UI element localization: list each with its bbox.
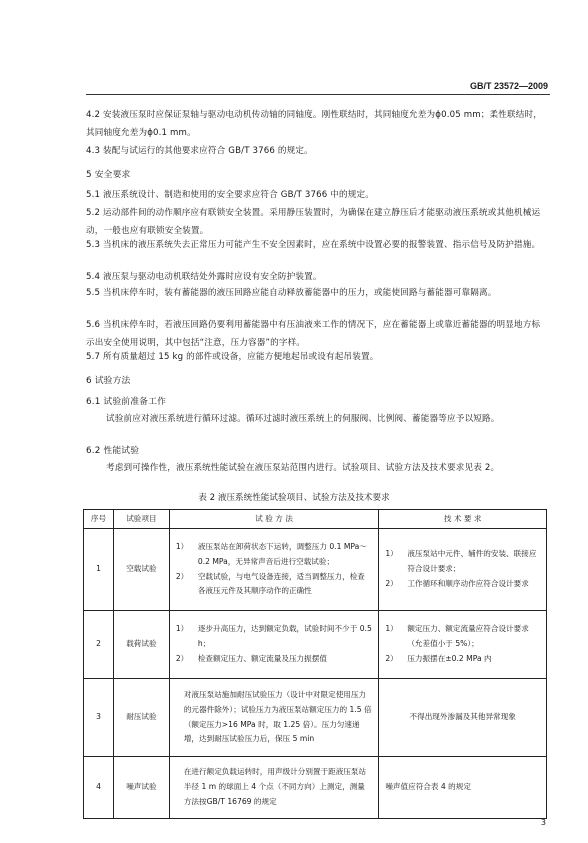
row-number: 2 [84,611,114,679]
row-method [169,611,379,679]
clause-5-5: 5.5 当机床停车时，装有蓄能器的液压回路应能自动释放蓄能器中的压力，或能使回路与蓄能器可靠隔离。 [86,288,497,298]
header-item: 试验项目 [113,510,169,529]
method-step: 2） 检查额定压力、额定流量及压力振摆值 [175,653,327,663]
header-method: 试 验 方 法 [169,510,379,529]
requirement-step: 2） 压力振摆在±0.2 MPa 内 [385,653,492,663]
table-row [84,757,547,819]
row-requirement [379,611,547,679]
row-method: 在进行额定负载运转时，用声级计分别置于距液压泵站半径 1 m 的球面上 4 个点（不同方向）上测定，测量方法按GB/T 16769 的规定 [169,757,379,819]
row-number: 1 [84,529,114,611]
clause-6-2-text: 考虑到可操作性，液压系统性能试验在液压泵站范围内进行。试验项目、试验方法及技术要求见表 2。 [106,463,500,473]
section-5-title: 5 安全要求 [86,170,131,180]
header-requirement: 技 术 要 求 [379,510,547,529]
table-row [84,679,547,757]
section-6-1-title: 6.1 试验前准备工作 [86,397,167,407]
row-number: 4 [84,757,114,819]
clause-5-7: 5.7 所有质量超过 15 kg 的部件或设备，应能方便地起吊或设有起吊装置。 [86,352,379,362]
requirement-step: 1） 额定压力、额定流量应符合设计要求（允差值小于 5%）； [385,624,529,649]
row-item: 空载试验 [113,529,169,611]
table-row [84,529,547,611]
section-6-2-title: 6.2 性能试验 [86,446,140,456]
method-step: 2） 空载试验，与电气设备连接，适当调整压力，检查各液压元件及其顺序动作的正确性 [175,571,365,596]
table-header-row [84,510,547,529]
clause-4-2: 4.2 安装液压泵时应保证泵轴与驱动电动机传动轴的同轴度。刚性联结时，其同轴度允差为ϕ0.05 mm；柔性联结时，其同轴度允差为ϕ0.1 mm。 [86,110,542,138]
page-number: 3 [540,818,546,827]
row-item: 耐压试验 [113,679,169,757]
requirement-step: 2） 工作循环和顺序动作应符合设计要求 [385,578,529,588]
clause-5-6: 5.6 当机床停车时，若液压回路仍要利用蓄能器中有压油液来工作的情况下，应在蓄能器上或靠近蓄能器的明显地方标示出安全使用说明，其中包括“注意，压力容器”的字样。 [86,320,541,348]
row-item: 载荷试验 [113,611,169,679]
row-requirement: 不得出现外渗漏及其他异常现象 [379,679,547,757]
row-number: 3 [84,679,114,757]
header-rule [86,94,550,95]
row-method: 对液压泵站施加耐压试验压力（设计中对限定使用压力的元器件除外）；试验压力为液压泵站额定压力的 1.5 倍（额定压力>16 MPa 时，取 1.25 倍）。压力匀速递增，达到耐压试验压力后，保压 5 min [169,679,379,757]
table-row [84,611,547,679]
clause-5-1: 5.1 液压系统设计、制造和使用的安全要求应符合 GB/T 3766 中的规定。 [86,190,375,200]
row-requirement: 噪声值应符合表 4 的规定 [379,757,547,819]
test-items-table [83,509,547,819]
row-method [169,529,379,611]
table-caption: 表 2 液压系统性能试验项目、试验方法及技术要求 [198,493,390,503]
clause-6-1-text: 试验前应对液压系统进行循环过滤。循环过滤时液压系统上的伺服阀、比例阀、蓄能器等应予以短路。 [106,414,500,424]
clause-5-2: 5.2 运动部件间的动作顺序应有联锁安全装置。采用静压装置时，为确保在建立静压后才能驱动液压系统或其他机械运动，一般也应有联锁安全装置。 [86,208,541,236]
clause-5-4: 5.4 液压泵与驱动电动机联结处外露时应设有安全防护装置。 [86,272,322,282]
standard-number: GB/T 23572—2009 [469,81,548,91]
method-step: 1） 液压泵站在卸荷状态下运转，调整压力 0.1 MPa～0.2 MPa，无异常声音后进行空载试验； [175,541,367,566]
method-step: 1） 逐步升高压力，达到额定负载，试验时间不少于 0.5 h； [175,624,372,649]
requirement-step: 1） 液压泵站中元件、辅件的安装、联接应符合设计要求； [385,549,537,574]
row-requirement [379,529,547,611]
header-no: 序号 [84,510,114,529]
clause-4-3: 4.3 装配与试运行的其他要求应符合 GB/T 3766 的规定。 [86,146,313,156]
row-item: 噪声试验 [113,757,169,819]
clause-5-3: 5.3 当机床的液压系统失去正常压力可能产生不安全因素时，应在系统中设置必要的报警装置、指示信号及防护措施。 [86,240,541,250]
section-6-title: 6 试验方法 [86,376,131,386]
